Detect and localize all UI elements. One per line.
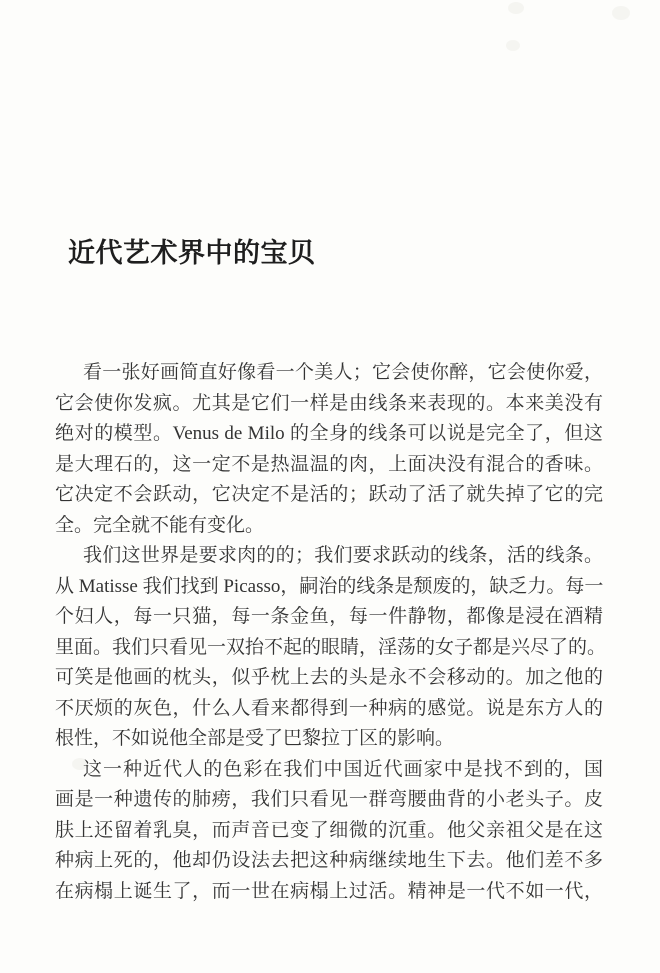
text-line: 这一种近代人的色彩在我们中国近代画家中是找不到的，国: [83, 758, 603, 780]
article-body: [55, 358, 607, 907]
text-line: 是大理石的，这一定不是热温温的肉，上面决没有混合的香味。: [55, 453, 603, 475]
scan-artifact: [506, 40, 520, 51]
text-line: 在病榻上诞生了，而一世在病榻上过活。精神是一代不如一代，: [55, 880, 603, 902]
text-line: 看一张好画简直好像看一个美人；它会使你醉，它会使你爱，: [83, 362, 603, 383]
scan-artifact: [508, 2, 524, 14]
text-line: 可笑是他画的枕头，似乎枕上去的头是永不会移动的。加之他的: [55, 667, 603, 688]
text-line: 绝对的模型。Venus de Milo 的全身的线条可以说是完全了，但这: [55, 423, 603, 444]
text-line: 不厌烦的灰色，什么人看来都得到一种病的感觉。说是东方人的: [55, 697, 603, 719]
text-line: 种病上死的，他却仍设法去把这种病继续地生下去。他们差不多: [55, 850, 603, 871]
text-line: 它决定不会跃动，它决定不是活的；跃动了活了就失掉了它的完: [55, 484, 603, 505]
text-line: 根性，不如说他全部是受了巴黎拉丁区的影响。: [55, 728, 455, 749]
text-line: 我们这世界是要求肉的的；我们要求跃动的线条，活的线条。: [83, 545, 603, 566]
text-line: 从 Matisse 我们找到 Picasso，嗣治的线条是颓废的，缺乏力。每一: [55, 575, 604, 597]
text-line: 个妇人，每一只猫，每一条金鱼，每一件静物，都像是浸在酒精: [55, 606, 603, 627]
text-line: 里面。我们只看见一双抬不起的眼睛，淫荡的女子都是兴尽了的。: [55, 636, 607, 658]
text-line: 它会使你发疯。尤其是它们一样是由线条来表现的。本来美没有: [55, 392, 603, 414]
text-line: 画是一种遗传的肺痨，我们只看见一群弯腰曲背的小老头子。皮: [55, 789, 603, 810]
text-line: 全。完全就不能有变化。: [55, 514, 265, 536]
scan-artifact: [612, 6, 630, 20]
text-line: 肤上还留着乳臭，而声音已变了细微的沉重。他父亲祖父是在这: [55, 819, 603, 841]
article-title: 近代艺术界中的宝贝: [68, 238, 316, 268]
